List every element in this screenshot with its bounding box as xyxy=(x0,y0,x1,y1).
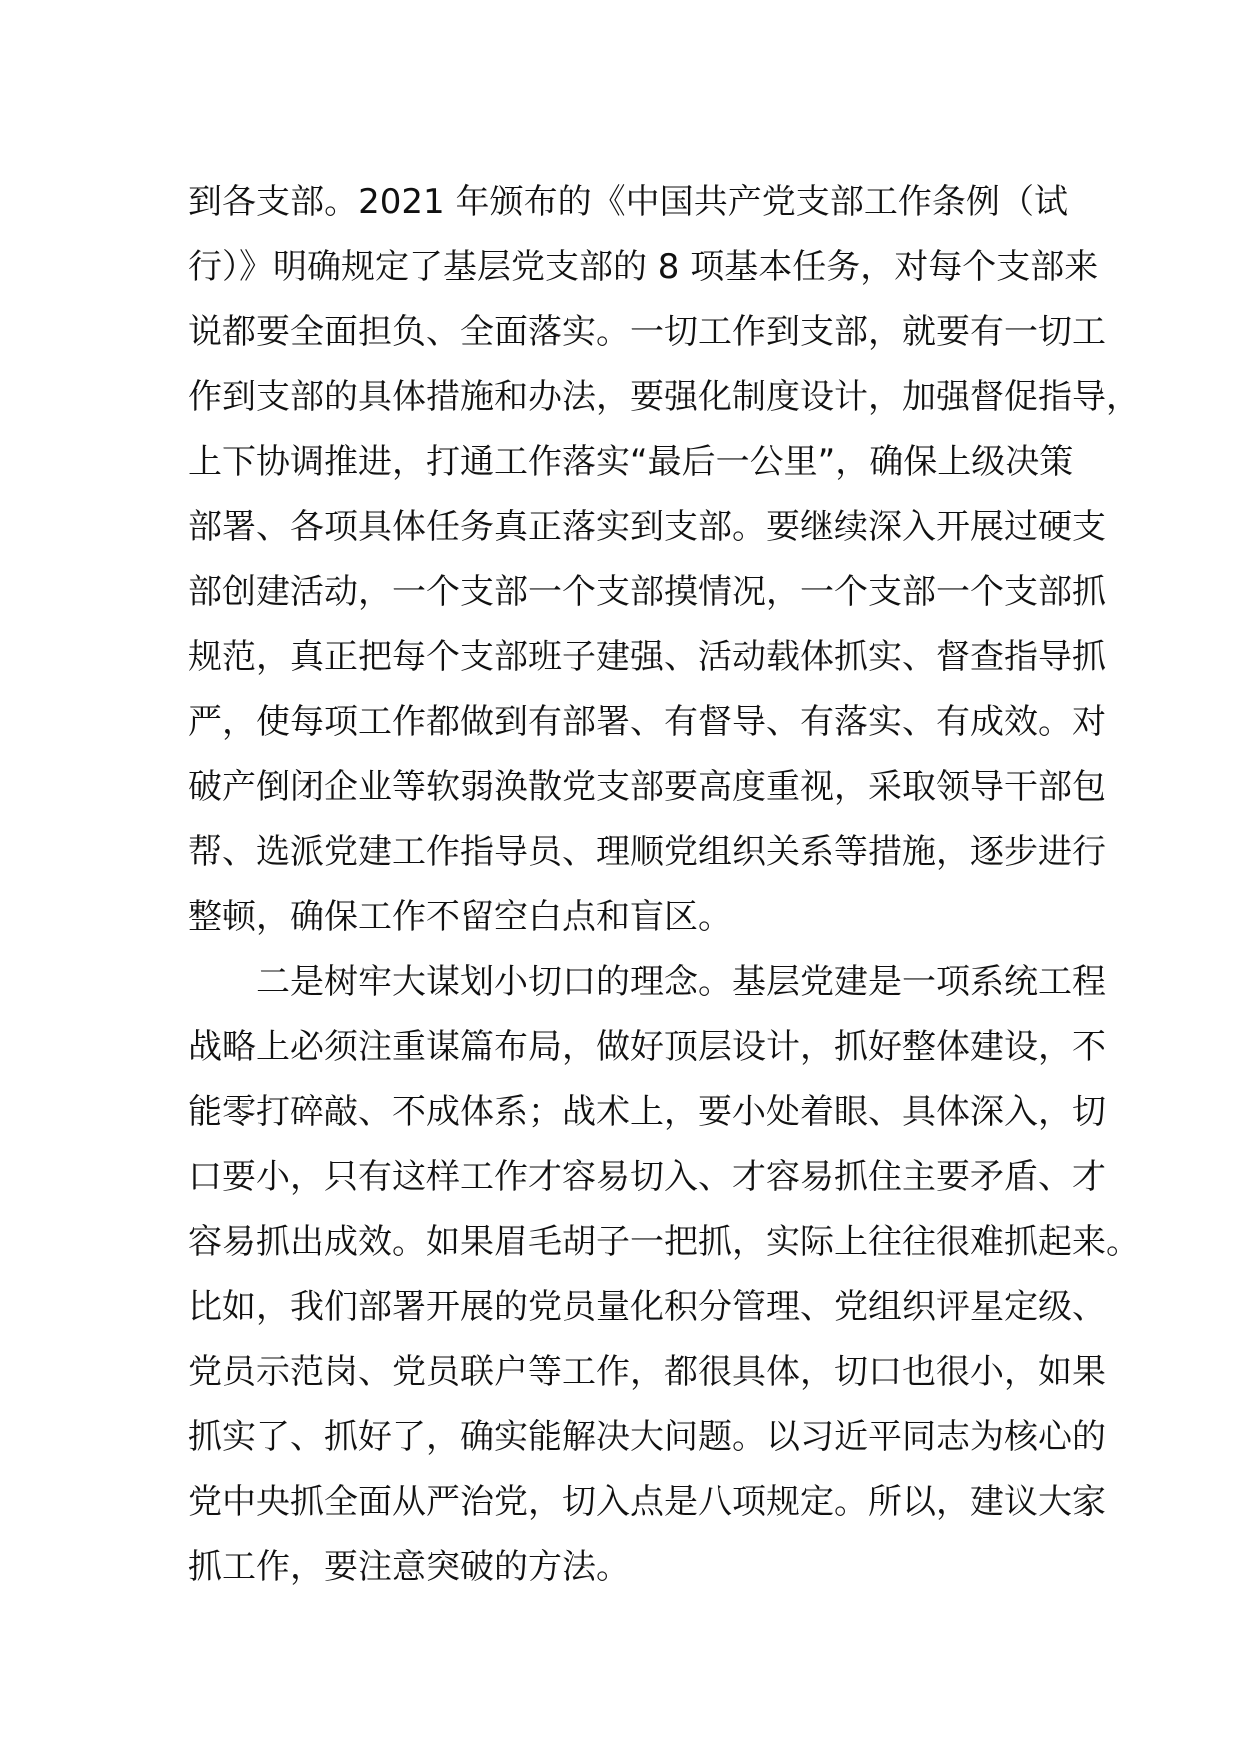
text-line: 严，使每项工作都做到有部署、有督导、有落实、有成效。对 xyxy=(188,702,1106,742)
body-text xyxy=(188,170,1140,1600)
text-line: 抓工作，要注意突破的方法。 xyxy=(188,1547,630,1587)
text-line: 容易抓出成效。如果眉毛胡子一把抓，实际上往往很难抓起来。 xyxy=(188,1222,1140,1262)
text-line: 部创建活动，一个支部一个支部摸情况，一个支部一个支部抓 xyxy=(188,572,1106,612)
text-line: 帮、选派党建工作指导员、理顺党组织关系等措施，逐步进行 xyxy=(188,832,1106,872)
text-line: 党中央抓全面从严治党，切入点是八项规定。所以，建议大家 xyxy=(188,1482,1106,1522)
text-line: 行）》明确规定了基层党支部的 8 项基本任务，对每个支部来 xyxy=(188,247,1099,287)
text-line: 部署、各项具体任务真正落实到支部。要继续深入开展过硬支 xyxy=(188,507,1106,547)
text-line: 比如，我们部署开展的党员量化积分管理、党组织评星定级、 xyxy=(188,1287,1106,1327)
text-line: 抓实了、抓好了，确实能解决大问题。以习近平同志为核心的 xyxy=(188,1417,1106,1457)
text-line: 二是树牢大谋划小切口的理念。基层党建是一项系统工程 xyxy=(256,962,1106,1002)
text-line: 整顿，确保工作不留空白点和盲区。 xyxy=(188,897,732,937)
text-line: 说都要全面担负、全面落实。一切工作到支部，就要有一切工 xyxy=(188,312,1106,352)
text-line: 破产倒闭企业等软弱涣散党支部要高度重视，采取领导干部包 xyxy=(188,767,1106,807)
text-line: 规范，真正把每个支部班子建强、活动载体抓实、督查指导抓 xyxy=(188,637,1106,677)
text-line: 口要小，只有这样工作才容易切入、才容易抓住主要矛盾、才 xyxy=(188,1157,1106,1197)
text-line: 能零打碎敲、不成体系；战术上，要小处着眼、具体深入，切 xyxy=(188,1092,1106,1132)
paragraph-2 xyxy=(188,950,1140,1600)
text-line: 作到支部的具体措施和办法，要强化制度设计，加强督促指导， xyxy=(188,377,1140,417)
text-line: 党员示范岗、党员联户等工作，都很具体，切口也很小，如果 xyxy=(188,1352,1106,1392)
text-line: 战略上必须注重谋篇布局，做好顶层设计，抓好整体建设，不 xyxy=(188,1027,1106,1067)
text-line: 到各支部。2021 年颁布的《中国共产党支部工作条例（试 xyxy=(188,182,1068,222)
paragraph-1 xyxy=(188,170,1140,950)
text-line: 上下协调推进，打通工作落实“最后一公里”，确保上级决策 xyxy=(188,442,1074,482)
